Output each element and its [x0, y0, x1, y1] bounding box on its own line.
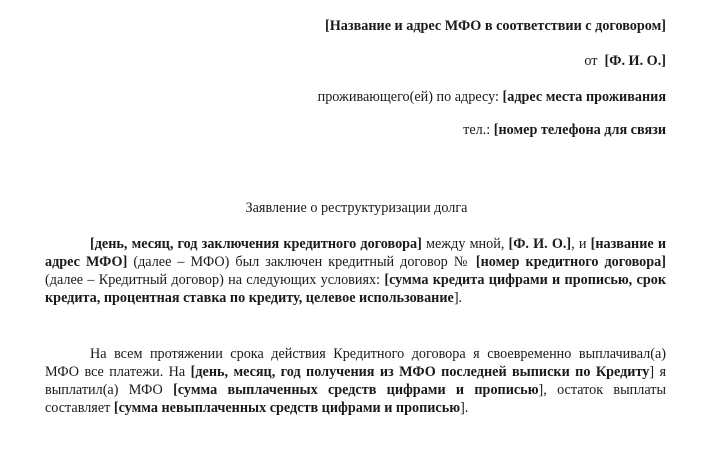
paid-amount-placeholder: [сумма выплаченных средств цифрами и прописью	[173, 382, 539, 398]
text-paid: ] я выплатил(а) МФО	[45, 364, 666, 398]
address-line	[318, 88, 666, 106]
text-and: , и	[571, 236, 591, 252]
from-line	[584, 52, 666, 70]
text-payments-intro: На всем протяжении срока действия Кредитного договора я своевременно выплачивал(а) МФО все платежи. На	[45, 346, 666, 380]
unpaid-amount-placeholder: [сумма невыплаченных средств цифрами и прописью	[113, 400, 461, 416]
text-end: ].	[460, 400, 469, 416]
recipient-line	[325, 17, 666, 35]
paragraph-payments	[45, 345, 666, 417]
phone-prefix: тел.:	[463, 122, 491, 138]
from-prefix: от	[584, 53, 598, 69]
text-between-me: между мной,	[421, 236, 509, 252]
contract-number-placeholder: [номер кредитного договора]	[475, 254, 666, 270]
phone-line	[463, 121, 666, 139]
mfo-name-placeholder: [название и адрес МФО]	[45, 236, 667, 270]
borrower-name-placeholder: [Ф. И. О.]	[508, 236, 572, 252]
statement-date-placeholder: [день, месяц, год получения из МФО последней выписки по Кредиту	[190, 364, 650, 380]
text-contract-concluded: (далее – МФО) был заключен кредитный договор №	[127, 254, 476, 270]
recipient-placeholder: [Название и адрес МФО в соответствии с договором]	[325, 18, 666, 34]
contract-date-placeholder: [день, месяц, год заключения кредитного договора]	[90, 236, 422, 252]
address-placeholder: [адрес места проживания	[502, 89, 666, 105]
text-remainder: ], остаток выплаты составляет	[45, 382, 666, 416]
loan-terms-placeholder: [сумма кредита цифрами и прописью, срок кредита, процентная ставка по кредиту, целевое использование	[45, 272, 666, 306]
address-prefix: проживающего(ей) по адресу:	[317, 89, 499, 105]
document-title: Заявление о реструктуризации долга	[245, 200, 468, 216]
text-period: ].	[453, 290, 463, 306]
from-name-placeholder: [Ф. И. О.]	[604, 53, 666, 69]
text-conditions: (далее – Кредитный договор) на следующих условиях:	[45, 272, 385, 288]
phone-placeholder: [номер телефона для связи	[493, 122, 666, 138]
paragraph-contract-terms	[45, 235, 666, 307]
